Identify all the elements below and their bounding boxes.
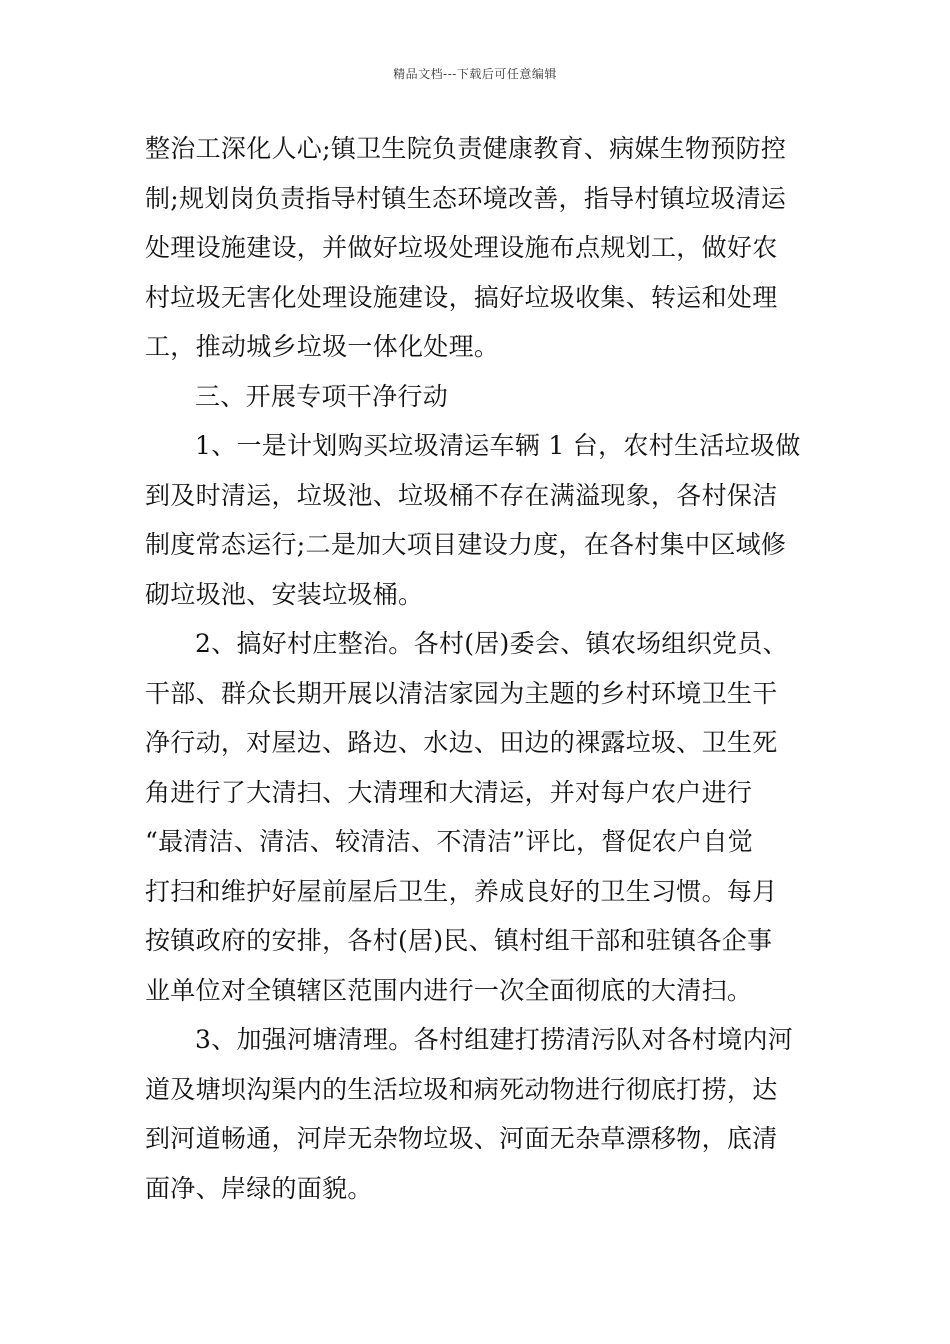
text-line: 到及时清运，垃圾池、垃圾桶不存在满溢现象，各村保洁 <box>145 480 778 510</box>
paragraph-item-2 <box>145 619 810 1015</box>
text-line: 村垃圾无害化处理设施建设，搞好垃圾收集、转运和处理 <box>145 282 778 312</box>
text-line: 2、搞好村庄整治。各村(居)委会、镇农场组织党员、 <box>195 629 788 658</box>
text-line: 角进行了大清扫、大清理和大清运，并对每户农户进行 <box>145 777 753 807</box>
text-line: 到河道畅通，河岸无杂物垃圾、河面无杂草漂移物，底清 <box>145 1124 778 1153</box>
text-line: 砌垃圾池、安装垃圾桶。 <box>145 579 424 609</box>
text-line: 工，推动城乡垃圾一体化处理。 <box>145 332 500 361</box>
paragraph-item-1 <box>145 421 810 619</box>
text-line: 整治工深化人心;镇卫生院负责健康教育、病媒生物预防控 <box>145 134 787 163</box>
text-line: 处理设施建设，并做好垃圾处理设施布点规划工，做好农 <box>145 233 778 262</box>
text-line: 道及塘坝沟渠内的生活垃圾和病死动物进行彻底打捞，达 <box>145 1074 778 1104</box>
document-body <box>145 124 810 1213</box>
section-heading <box>145 372 810 422</box>
text-line: 净行动，对屋边、路边、水边、田边的裸露垃圾、卫生死 <box>145 728 778 757</box>
text-line: 面净、岸绿的面貌。 <box>145 1173 373 1203</box>
text-line: “最清洁、清洁、较清洁、不清洁”评比，督促农户自觉 <box>145 827 754 856</box>
paragraph-item-3 <box>145 1015 810 1213</box>
text-line: 按镇政府的安排，各村(居)民、镇村组干部和驻镇各企事 <box>145 926 773 955</box>
text-line: 打扫和维护好屋前屋后卫生，养成良好的卫生习惯。每月 <box>145 876 778 906</box>
text-line: 三、开展专项干净行动 <box>195 381 449 411</box>
text-line: 1、一是计划购买垃圾清运车辆 1 台，农村生活垃圾做 <box>195 431 801 460</box>
paragraph-1 <box>145 124 810 372</box>
text-line: 干部、群众长期开展以清洁家园为主题的乡村环境卫生干 <box>145 678 778 708</box>
text-line: 制度常态运行;二是加大项目建设力度，在各村集中区域修 <box>145 530 787 559</box>
text-line: 制;规划岗负责指导村镇生态环境改善，指导村镇垃圾清运 <box>145 183 787 213</box>
page-header: 精品文档---下载后可任意编辑 <box>393 67 557 81</box>
text-line: 3、加强河塘清理。各村组建打捞清污队对各村境内河 <box>195 1025 794 1054</box>
text-line: 业单位对全镇辖区范围内进行一次全面彻底的大清扫。 <box>145 975 753 1005</box>
